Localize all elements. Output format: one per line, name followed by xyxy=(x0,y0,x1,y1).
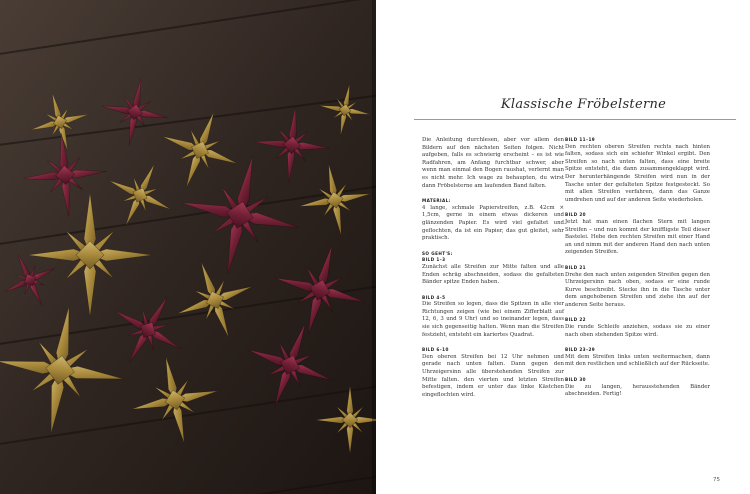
right-column xyxy=(565,137,710,403)
step-text-20: Jetzt hat man einen flachen Stern mit langen Streifen – und nun kommt der kniffligste Teil dieser Bastelei. Hebe den rechten Streifen mit einer Hand an und nimm mit der anderen Hand den nach unten zeigenden Streifen. xyxy=(565,218,710,256)
step-heading-11: BILD 11–19 xyxy=(565,137,596,142)
page-number: 75 xyxy=(713,477,720,483)
step-text-30: Die zu langen, herausstehenden Bänder abschneiden. Fertig! xyxy=(565,383,710,398)
material-heading: MATERIAL: xyxy=(422,198,451,204)
material-paragraph: 4 lange, schmale Papierstreifen, z.B. 42cm × 1,5cm, gerne in einem etwas dickeren und glänzenden Papier. Es wird viel gefaltet und geflochten, da ist ein Papier, das gut gleitet, sehr praktisch. xyxy=(422,204,564,242)
step-heading-21: BILD 21 xyxy=(565,264,586,270)
title-rule xyxy=(414,119,736,120)
step-text-1: Zunächst alle Streifen zur Mitte falten und alle Enden schräg abschneiden, sodass die gefalteten Bänder spitze Enden haben. xyxy=(422,263,564,286)
page-title: Klassische Fröbelsterne xyxy=(500,97,667,112)
step-heading-30: BILD 30 xyxy=(565,377,586,383)
step-text-4: Die Streifen so legen, dass die Spitzen in alle vier Richtungen zeigen (wie bei einem Zifferblatt auf 12, 6, 3 und 9 Uhr) und so ineinander legen, dass sie sich gegenseitig halten. Wenn man die Streifen festzieht, entsteht ein kariertes Quadrat. xyxy=(422,301,564,338)
step-text-23: Mit dem Streifen links unten weitermachen, dann mit den restlichen und schließlich auf der Rückseite. xyxy=(565,353,710,368)
left-column xyxy=(422,137,564,403)
step-heading-22: BILD 22 xyxy=(565,317,586,323)
text-page xyxy=(376,0,750,494)
step-heading-20: BILD 20 xyxy=(565,212,586,218)
intro-paragraph: Die Anleitung durchlesen, aber vor allem den Bildern auf den nächsten Seiten folgen. Nicht aufgeben, falls es schwierig erscheint – es ist wie Radfahren, am Anfang furchtbar schwer, aber wenn man einmal den Bogen raushat, verlernt man es nicht mehr. Ich wage zu behaupten, du wirst dann Fröbelsterne am laufenden Band falten. xyxy=(422,137,564,189)
step-heading-6: BILD 6–10 xyxy=(422,347,449,353)
step-heading-1: BILD 1–3 xyxy=(422,257,446,263)
step-heading-4: BILD 4–5 xyxy=(422,294,446,300)
step-text-21: Drehe den nach unten zeigenden Streifen gegen den Uhrzeigersinn nach oben, sodass er eine runde Kurve beschreibt. Stecke ihn in die Tasche unter dem angehobenen Streifen und ziehe ihn auf der anderen Seite heraus. xyxy=(565,271,710,308)
step-text-6: Den oberen Streifen bei 12 Uhr nehmen und gerade nach unten falten. Dann gegen den Uhrzeigersinn alle überstehenden Streifen zur Mitte falten. den vierten und letzten Streifen befestigen, indem er unter das linke Kästchen eingeflochten wird. xyxy=(422,353,564,398)
step-text-22: Die runde Schleife anziehen, sodass sie zu einer nach oben stehenden Spitze wird. xyxy=(565,324,710,338)
so-gehts-heading: SO GEHT'S: xyxy=(422,250,453,256)
step-heading-23: BILD 23–29 xyxy=(565,347,596,353)
step-text-11: Den rechten oberen Streifen rechts nach hinten falten, sodass sich ein schiefer Winkel ergibt. Den Streifen so nach unten falten, dass eine breite Spitze entsteht, die dann zusammengeklappt wird. Der herunterhängende Streifen wird nun in der Tasche unter der gefalteten Spitze festgesteckt. So mit allen Streifen verfahren, dann das Ganze umdrehen und auf der anderen Seite wiederholen. xyxy=(565,143,710,203)
